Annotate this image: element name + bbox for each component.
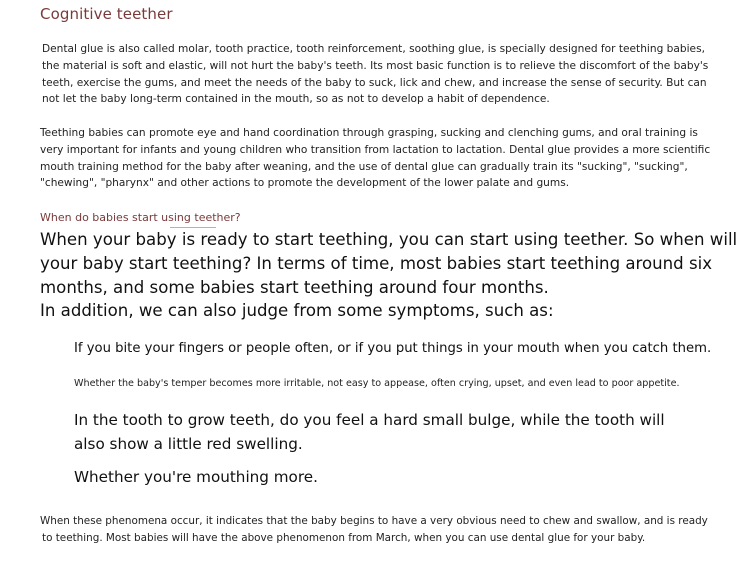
intro-paragraph	[42, 41, 708, 108]
when-paragraph	[40, 228, 737, 300]
symptom-item: Whether you're mouthing more.	[74, 468, 318, 486]
training-line: "chewing", "pharynx" and other actions to promote the development of the lower palate and gums.	[40, 177, 570, 190]
training-line: Teething babies can promote eye and hand coordination through grasping, sucking and clenching gums, and oral training is	[40, 127, 698, 139]
conclusion-paragraph	[40, 513, 708, 547]
intro-line: Dental glue is also called molar, tooth practice, tooth reinforcement, soothing glue, is specially designed for teething babies,	[42, 43, 705, 55]
symptoms-intro: In addition, we can also judge from some symptoms, such as:	[40, 301, 554, 320]
training-line: mouth training method for the baby after weaning, and the use of dental glue can gradually train its "sucking", "sucking",	[40, 160, 688, 173]
conclusion-line: When these phenomena occur, it indicates that the baby begins to have a very obvious need to chew and swallow, and is ready	[40, 515, 708, 527]
symptom-line: also show a little red swelling.	[74, 434, 303, 453]
intro-line: not let the baby long-term contained in the mouth, so as not to develop a habit of dependence.	[42, 93, 550, 106]
symptom-item	[74, 409, 665, 456]
page-title: Cognitive teether	[40, 5, 173, 23]
symptom-item: Whether the baby's temper becomes more irritable, not easy to appease, often crying, upset, and even lead to poor appetite.	[74, 378, 680, 389]
when-line: your baby start teething? In terms of time, most babies start teething around six	[40, 254, 713, 273]
training-paragraph	[40, 125, 710, 192]
section-heading: When do babies start using teether?	[40, 211, 241, 224]
intro-line: the material is soft and elastic, will not hurt the baby's teeth. Its most basic function is to relieve the discomfort of the baby's	[42, 59, 709, 72]
intro-line: teeth, exercise the gums, and meet the needs of the baby to suck, lick and chew, and increase the sense of security. But can	[42, 76, 707, 89]
conclusion-line: to teething. Most babies will have the above phenomenon from March, when you can use dental glue for your baby.	[42, 532, 646, 544]
when-line: months, and some babies start teething around four months.	[40, 278, 549, 297]
training-line: very important for infants and young children who transition from lactation to lactation. Dental glue provides a more scientific	[40, 143, 711, 156]
symptom-item: If you bite your fingers or people often, or if you put things in your mouth when you catch them.	[74, 341, 712, 356]
when-line: When your baby is ready to start teething, you can start using teether. So when will	[40, 230, 738, 249]
symptom-line: In the tooth to grow teeth, do you feel a hard small bulge, while the tooth will	[74, 411, 665, 429]
